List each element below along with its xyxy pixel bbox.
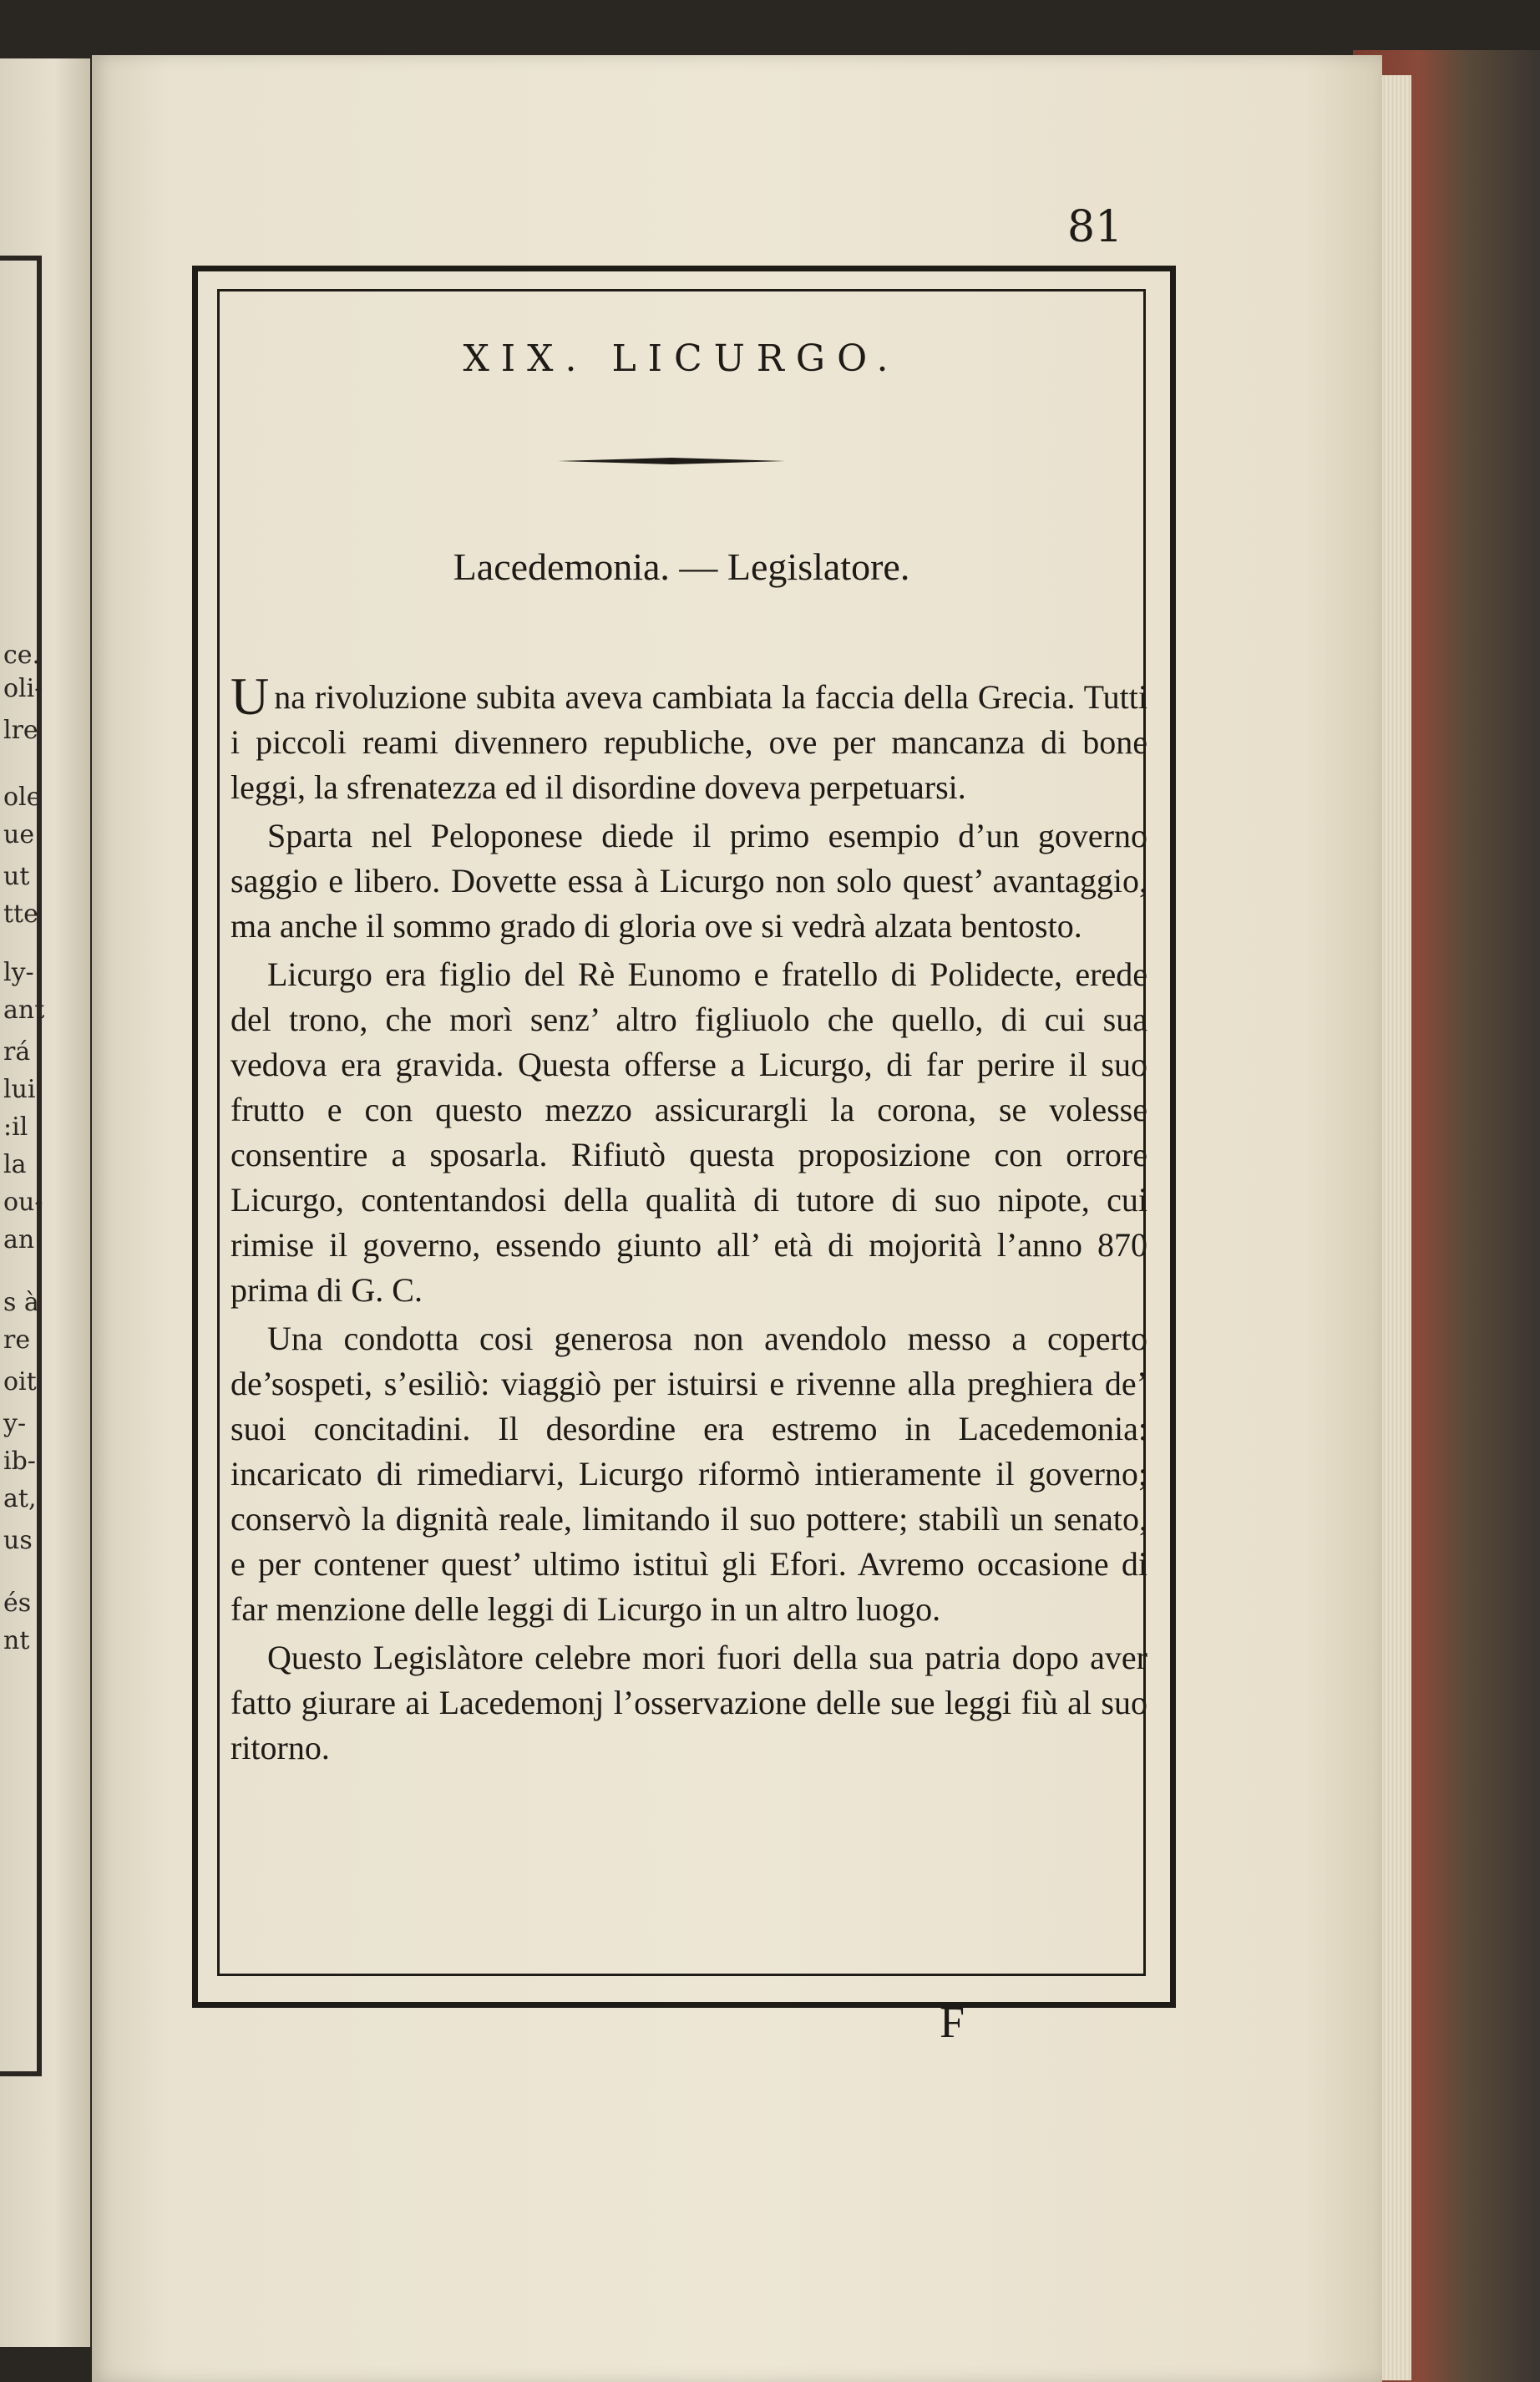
ornament-rule-icon bbox=[558, 458, 785, 464]
left-facing-page bbox=[0, 58, 90, 2347]
paragraph: Questo Legislàtore celebre mori fuori della sua patria dopo aver fatto giurare ai Lacedemonj l’osservazione delle sue leggi fiù al suo ritorno. bbox=[230, 1639, 1147, 1766]
left-page-fragment: :il bbox=[3, 1112, 28, 1142]
left-page-fragment: ly- bbox=[3, 958, 34, 987]
left-page-fragment: ou- bbox=[3, 1188, 43, 1217]
paragraph: Sparta nel Peloponese diede il primo esempio d’un governo saggio e libero. Dovette essa à Licurgo non solo quest’ avantaggio, ma anche il sommo grado di gloria ove si vedrà alzata bentosto. bbox=[230, 817, 1147, 945]
left-page-fragment: at, bbox=[3, 1484, 37, 1513]
subtitle: Lacedemonia. — Legislatore. bbox=[453, 545, 910, 588]
left-page-fragment: ue bbox=[3, 820, 35, 849]
left-page-fragment: lre bbox=[3, 716, 38, 745]
page-number: 81 bbox=[1067, 202, 1123, 252]
drop-cap: U bbox=[230, 666, 270, 726]
left-page-fragment: ole bbox=[3, 783, 42, 812]
left-frame-rule bbox=[0, 256, 42, 261]
paragraph: Licurgo era figlio del Rè Eunomo e fratello di Polidecte, erede del trono, che morì senz’ altro figliuolo che quello, di cui sua vedova era gravida. Questa offerse a Licurgo, di far perire il suo frutto e con questo mezzo assicurargli la corona, se volesse consentire a sposarla. Rifiutò questa proposizione con orrore Licurgo, contentandosi della qualità di tutore di suo nipote, cui rimise il governo, essendo giunto all’ età di mojorità l’anno 870 prima di G. C. bbox=[230, 955, 1147, 1309]
left-frame-rule-bottom bbox=[0, 2071, 42, 2076]
signature-mark: F bbox=[939, 1997, 965, 2047]
paragraph-text: na rivoluzione subita aveva cambiata la faccia della Grecia. Tutti i piccoli reami divennero republiche, ove per mancanza di bone leggi, la sfrenatezza ed il disordine doveva perpetuarsi. bbox=[230, 678, 1147, 806]
left-page-fragment: oit bbox=[3, 1367, 37, 1396]
left-page-fragment: tte bbox=[3, 900, 38, 929]
left-page-fragment: ce. bbox=[3, 641, 41, 670]
left-page-fragment: la bbox=[3, 1150, 27, 1179]
left-page-fragment: oli- bbox=[3, 674, 43, 703]
left-page-fragment: ut bbox=[3, 862, 30, 891]
left-page-fragment: ant bbox=[3, 996, 45, 1025]
left-page-fragment: y- bbox=[3, 1409, 27, 1438]
left-page-fragment: ib- bbox=[3, 1447, 36, 1476]
left-page-fragment: an bbox=[3, 1225, 35, 1254]
left-page-fragment: nt bbox=[3, 1626, 30, 1655]
left-page-fragment: re bbox=[3, 1325, 31, 1355]
chapter-title: XIX. LICURGO. bbox=[463, 337, 900, 380]
paragraph bbox=[230, 666, 1147, 810]
body-text bbox=[230, 666, 1147, 1774]
left-page-fragment: s à bbox=[3, 1288, 39, 1317]
left-page-fragment: lui bbox=[3, 1075, 36, 1104]
left-page-fragment: és bbox=[3, 1589, 32, 1618]
paragraph: Una condotta cosi generosa non avendolo messo a coperto de’sospeti, s’esiliò: viaggiò per istuirsi e rivenne alla preghiera de’ suoi concitadini. Il desordine era estremo in Lacedemonia: incaricato di rimediarvi, Licurgo riformò intieramente il governo; conservò la dignità reale, limitando il suo pottere; stabilì un senato, e per contener quest’ ultimo istituì gli Efori. Avremo occasione di far menzione delle leggi di Licurgo in un altro luogo. bbox=[230, 1320, 1147, 1628]
left-page-fragment: rá bbox=[3, 1037, 31, 1067]
left-page-fragment: us bbox=[3, 1526, 33, 1555]
